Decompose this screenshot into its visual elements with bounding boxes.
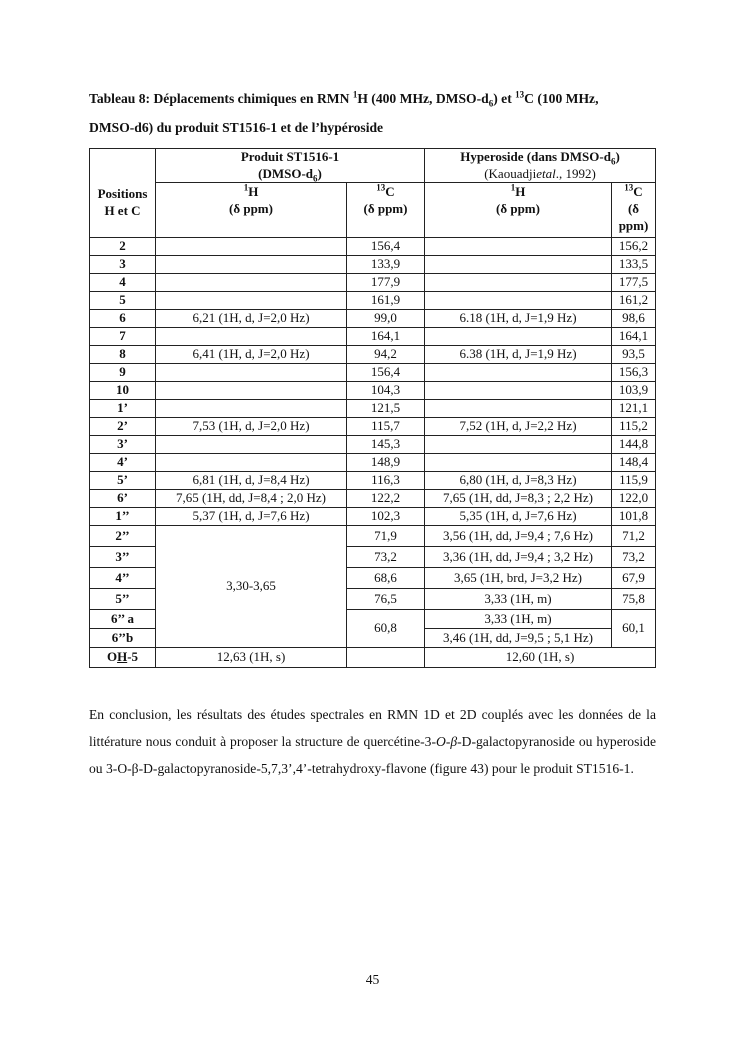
- c13-sup: 13: [376, 182, 386, 193]
- h1-hyperoside: 6.18 (1H, d, J=1,9 Hz): [425, 309, 612, 327]
- h1-product: 5,37 (1H, d, J=7,6 Hz): [156, 507, 347, 525]
- h1-hyperoside: [425, 327, 612, 345]
- h1-hyperoside: 7,65 (1H, dd, J=8,3 ; 2,2 Hz): [425, 489, 612, 507]
- c13-hyperoside: 75,8: [612, 588, 656, 609]
- h1-product: 6,81 (1H, d, J=8,4 Hz): [156, 471, 347, 489]
- group2-title-b: ): [615, 149, 620, 164]
- c13-product: 94,2: [347, 345, 425, 363]
- h1-product: 6,41 (1H, d, J=2,0 Hz): [156, 345, 347, 363]
- c13-product: 102,3: [347, 507, 425, 525]
- conclusion-italic-beta: β: [450, 734, 458, 749]
- c13-hyperoside: 73,2: [612, 546, 656, 567]
- position-cell: 1’’: [90, 507, 156, 525]
- h1-hyperoside: 3,33 (1H, m): [425, 588, 612, 609]
- group2-reference: [425, 165, 656, 183]
- c13-hyperoside: 115,2: [612, 417, 656, 435]
- conclusion-text-b: -: [445, 734, 451, 749]
- caption-text-2: H (400 MHz, DMSO-d: [357, 91, 489, 106]
- table-row: [90, 345, 656, 363]
- h1-hyperoside: [425, 453, 612, 471]
- group1-solvent: [156, 165, 425, 183]
- position-cell: 8: [90, 345, 156, 363]
- h1-hyperoside: [425, 381, 612, 399]
- group2-title: [425, 149, 656, 166]
- h1-product: [156, 363, 347, 381]
- c13-product: 68,6: [347, 567, 425, 588]
- h1-header-product: [156, 183, 347, 238]
- h1-label: H: [248, 184, 259, 199]
- caption-sub-6: 6: [488, 98, 494, 109]
- position-cell: 9: [90, 363, 156, 381]
- c13-product: 164,1: [347, 327, 425, 345]
- position-cell: 10: [90, 381, 156, 399]
- group1-title: Produit ST1516-1: [156, 149, 425, 166]
- group1-solvent-sub: 6: [313, 173, 318, 183]
- position-cell: 3: [90, 255, 156, 273]
- position-cell: 4’’: [90, 567, 156, 588]
- c13-hyperoside: 156,2: [612, 237, 656, 255]
- conclusion-paragraph: [89, 701, 656, 782]
- h1-hyperoside: 3,65 (1H, brd, J=3,2 Hz): [425, 567, 612, 588]
- position-cell: 3’’: [90, 546, 156, 567]
- c13-hyperoside: 101,8: [612, 507, 656, 525]
- c13-product: 71,9: [347, 525, 425, 546]
- position-cell: 4: [90, 273, 156, 291]
- position-cell: 6: [90, 309, 156, 327]
- h1-hyperoside: 6,80 (1H, d, J=8,3 Hz): [425, 471, 612, 489]
- position-cell-oh: [90, 647, 156, 667]
- table-row: [90, 453, 656, 471]
- c13-hyperoside: 161,2: [612, 291, 656, 309]
- oh-row: [90, 647, 656, 667]
- c13-hyperoside: 122,0: [612, 489, 656, 507]
- group2-title-sub: 6: [610, 156, 616, 165]
- group2-ref-italic: etal: [536, 165, 556, 181]
- oh-b: -5: [127, 649, 139, 664]
- position-cell: 5’: [90, 471, 156, 489]
- h1-hyperoside: [425, 291, 612, 309]
- group1-solvent-b: ): [317, 165, 322, 181]
- c13-header-hyperoside: [612, 183, 656, 238]
- h1-hyperoside: [425, 273, 612, 291]
- h1-sup-2: 1: [510, 182, 516, 193]
- position-cell: 6’: [90, 489, 156, 507]
- c13-hyperoside: 67,9: [612, 567, 656, 588]
- h1-product: 6,21 (1H, d, J=2,0 Hz): [156, 309, 347, 327]
- c13-hyperoside: 103,9: [612, 381, 656, 399]
- positions-header: [90, 183, 156, 238]
- h1-product: [156, 399, 347, 417]
- h1-unit-2: (δ ppm): [496, 201, 540, 216]
- c13-product: 104,3: [347, 381, 425, 399]
- c13-product: 161,9: [347, 291, 425, 309]
- h1-hyperoside: [425, 255, 612, 273]
- table-row: [90, 237, 656, 255]
- nmr-table: [89, 148, 656, 668]
- oh-a: O: [106, 649, 118, 664]
- caption-sup-13: 13: [515, 89, 525, 100]
- c13-product: 122,2: [347, 489, 425, 507]
- h1-product: [156, 237, 347, 255]
- c13-hyperoside: 98,6: [612, 309, 656, 327]
- h1-product: [156, 453, 347, 471]
- table-row: [90, 489, 656, 507]
- h1-unit: (δ ppm): [229, 201, 273, 216]
- conclusion-italic-o: O: [435, 734, 446, 749]
- table-row: [90, 381, 656, 399]
- table-row: [90, 399, 656, 417]
- positions-line-2: H et C: [104, 202, 141, 218]
- position-cell: 5’’: [90, 588, 156, 609]
- table-row: [90, 255, 656, 273]
- conclusion-text-c: -D-galactopyranoside ou hyperoside ou 3-O-β-D-galactopyranoside-5,7,3’,4’-tetrahydroxy-flavone (figure 43) pour le produit ST1516-1.: [89, 734, 656, 776]
- c13-hyperoside: 93,5: [612, 345, 656, 363]
- caption-sup-1: 1: [352, 89, 358, 100]
- h1-product: [156, 255, 347, 273]
- c13-unit-close: ppm): [618, 218, 649, 233]
- caption-text-4: C (100 MHz,: [524, 91, 599, 106]
- table-row: [90, 309, 656, 327]
- h1-hyperoside: [425, 363, 612, 381]
- header-row-2: [90, 165, 656, 183]
- h1-hyperoside: 6.38 (1H, d, J=1,9 Hz): [425, 345, 612, 363]
- h1-hyperoside: 7,52 (1H, d, J=2,2 Hz): [425, 417, 612, 435]
- table-row: [90, 435, 656, 453]
- h1-hyperoside: 3,36 (1H, dd, J=9,4 ; 3,2 Hz): [425, 546, 612, 567]
- c13-product: [347, 647, 425, 667]
- c13-hyperoside: 156,3: [612, 363, 656, 381]
- position-cell: 7: [90, 327, 156, 345]
- conclusion-text-a: En conclusion, les résultats des études spectrales en RMN 1D et 2D couplés avec les données de la littérature nous conduit à proposer la structure de quercétine-3-: [89, 707, 656, 749]
- position-cell: 6’’ a: [90, 609, 156, 628]
- positions-line-1: Positions: [97, 185, 148, 201]
- page-number: 45: [365, 972, 380, 987]
- c13-product: 116,3: [347, 471, 425, 489]
- table-row: [90, 471, 656, 489]
- h1-product: 7,53 (1H, d, J=2,0 Hz): [156, 417, 347, 435]
- h1-hyperoside: 3,46 (1H, dd, J=9,5 ; 5,1 Hz): [425, 628, 612, 647]
- c13-hyperoside-merged: 60,1: [612, 609, 656, 647]
- c13-hyperoside: 177,5: [612, 273, 656, 291]
- h1-product: [156, 327, 347, 345]
- h1-product: [156, 291, 347, 309]
- h1-hyperoside: 3,33 (1H, m): [425, 609, 612, 628]
- table-row: [90, 507, 656, 525]
- c13-hyperoside: 148,4: [612, 453, 656, 471]
- c13-unit-open: (δ: [627, 201, 640, 216]
- h1-hyperoside: [425, 237, 612, 255]
- c13-header-product: [347, 183, 425, 238]
- c13-product: 73,2: [347, 546, 425, 567]
- h1-hyperoside: 5,35 (1H, d, J=7,6 Hz): [425, 507, 612, 525]
- caption-line-2: DMSO-d6) du produit ST1516-1 et de l’hypéroside: [89, 120, 384, 135]
- c13-product: 115,7: [347, 417, 425, 435]
- position-cell: 6’’b: [90, 628, 156, 647]
- c13-product-merged: 60,8: [347, 609, 425, 647]
- c13-product: 76,5: [347, 588, 425, 609]
- caption-text-1: Tableau 8: Déplacements chimiques en RMN: [89, 91, 353, 106]
- c13-label: C: [385, 184, 395, 199]
- position-cell: 2’: [90, 417, 156, 435]
- h1-product: 12,63 (1H, s): [156, 647, 347, 667]
- c13-product: 145,3: [347, 435, 425, 453]
- group2-title-a: Hyperoside (dans DMSO-d: [460, 149, 611, 164]
- h1-hyperoside: [425, 399, 612, 417]
- c13-product: 156,4: [347, 237, 425, 255]
- c13-product: 121,5: [347, 399, 425, 417]
- h1-sup: 1: [243, 182, 249, 193]
- group2-ref-b: ., 1992): [555, 165, 596, 181]
- position-cell: 2’’: [90, 525, 156, 546]
- c13-hyperoside: 115,9: [612, 471, 656, 489]
- c13-label-2: C: [633, 184, 643, 199]
- table-row: [90, 417, 656, 435]
- position-cell: 2: [90, 237, 156, 255]
- h1-label-2: H: [515, 184, 526, 199]
- sugar-row-2pp: [90, 525, 656, 546]
- table-row: [90, 273, 656, 291]
- table-row: [90, 363, 656, 381]
- table-row: [90, 327, 656, 345]
- h1-header-hyperoside: [425, 183, 612, 238]
- caption-text-3: ) et: [493, 91, 516, 106]
- group2-ref-a: (Kaouadji: [484, 165, 537, 181]
- table-row: [90, 291, 656, 309]
- header-row-1: [90, 149, 656, 166]
- c13-hyperoside: 144,8: [612, 435, 656, 453]
- header-row-3: [90, 183, 656, 238]
- position-cell: 1’: [90, 399, 156, 417]
- h1-product: [156, 435, 347, 453]
- sugar-h1-merged: 3,30-3,65: [156, 525, 347, 647]
- positions-header-top: [90, 149, 156, 183]
- c13-product: 156,4: [347, 363, 425, 381]
- h1-hyperoside: 3,56 (1H, dd, J=9,4 ; 7,6 Hz): [425, 525, 612, 546]
- c13-product: 99,0: [347, 309, 425, 327]
- c13-hyperoside: 164,1: [612, 327, 656, 345]
- oh-u: H: [117, 649, 128, 664]
- h1-hyperoside: 12,60 (1H, s): [425, 647, 656, 667]
- h1-hyperoside: [425, 435, 612, 453]
- c13-sup-2: 13: [624, 182, 634, 193]
- c13-hyperoside: 121,1: [612, 399, 656, 417]
- c13-product: 148,9: [347, 453, 425, 471]
- c13-hyperoside: 71,2: [612, 525, 656, 546]
- table-caption: [89, 84, 656, 142]
- position-cell: 5: [90, 291, 156, 309]
- h1-product: [156, 273, 347, 291]
- c13-product: 177,9: [347, 273, 425, 291]
- position-cell: 4’: [90, 453, 156, 471]
- group1-solvent-a: (DMSO-d: [258, 165, 314, 181]
- c13-product: 133,9: [347, 255, 425, 273]
- c13-hyperoside: 133,5: [612, 255, 656, 273]
- c13-unit: (δ ppm): [363, 201, 408, 216]
- h1-product: 7,65 (1H, dd, J=8,4 ; 2,0 Hz): [156, 489, 347, 507]
- h1-product: [156, 381, 347, 399]
- position-cell: 3’: [90, 435, 156, 453]
